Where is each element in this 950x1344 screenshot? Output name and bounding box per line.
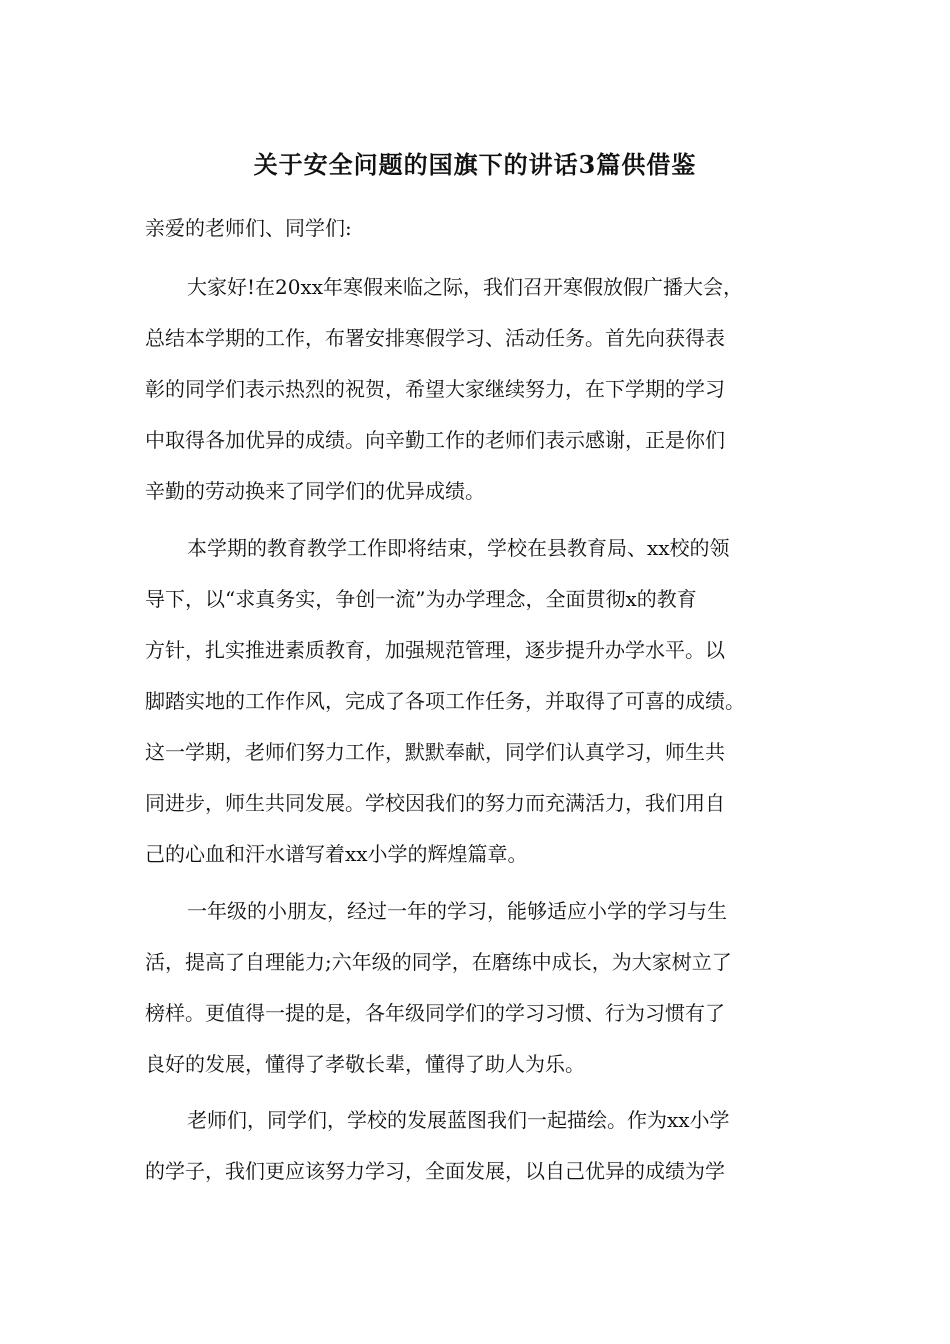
paragraph-2	[145, 523, 815, 880]
paragraph-line: 辛勤的劳动换来了同学们的优异成绩。	[145, 479, 485, 503]
paragraph-line: 中取得各加优异的成绩。向辛勤工作的老师们表示感谢，正是你们	[145, 428, 725, 452]
paragraph-line: 榜样。更值得一提的是，各年级同学们的学习习惯、行为习惯有了	[145, 1001, 725, 1025]
paragraph-line: 大家好!在20xx年寒假来临之际，我们召开寒假放假广播大会，	[187, 275, 744, 299]
paragraph-line: 导下，以“求真务实，争创一流”为办学理念，全面贯彻x的教育	[145, 587, 697, 611]
paragraph-line: 彰的同学们表示热烈的祝贺，希望大家继续努力，在下学期的学习	[145, 377, 725, 401]
paragraph-line: 活，提高了自理能力;六年级的同学，在磨练中成长，为大家树立了	[145, 950, 732, 974]
document-title: 关于安全问题的国旗下的讲话3篇供借鉴	[253, 150, 697, 179]
paragraph-line: 这一学期，老师们努力工作，默默奉献，同学们认真学习，师生共	[145, 740, 725, 764]
paragraph-4	[145, 1095, 815, 1197]
paragraph-line: 良好的发展，懂得了孝敬长辈，懂得了助人为乐。	[145, 1052, 585, 1076]
paragraph-line: 同进步，师生共同发展。学校因我们的努力而充满活力，我们用自	[145, 791, 725, 815]
paragraph-line: 己的心血和汗水谱写着xx小学的辉煌篇章。	[145, 842, 528, 866]
paragraph-line: 一年级的小朋友，经过一年的学习，能够适应小学的学习与生	[187, 899, 727, 923]
paragraph-line: 老师们，同学们，学校的发展蓝图我们一起描绘。作为xx小学	[187, 1108, 730, 1132]
paragraph-line: 总结本学期的工作，布署安排寒假学习、活动任务。首先向获得表	[145, 326, 725, 350]
paragraph-1	[145, 262, 815, 517]
paragraph-line: 的学子，我们更应该努力学习，全面发展，以自己优异的成绩为学	[145, 1159, 725, 1183]
paragraph-line: 本学期的教育教学工作即将结束，学校在县教育局、xx校的领	[187, 536, 730, 560]
greeting-line: 亲爱的老师们、同学们:	[145, 216, 352, 240]
paragraph-line: 方针，扎实推进素质教育，加强规范管理，逐步提升办学水平。以	[145, 638, 725, 662]
paragraph-3	[145, 886, 815, 1090]
paragraph-line: 脚踏实地的工作作风，完成了各项工作任务，并取得了可喜的成绩。	[145, 689, 745, 713]
